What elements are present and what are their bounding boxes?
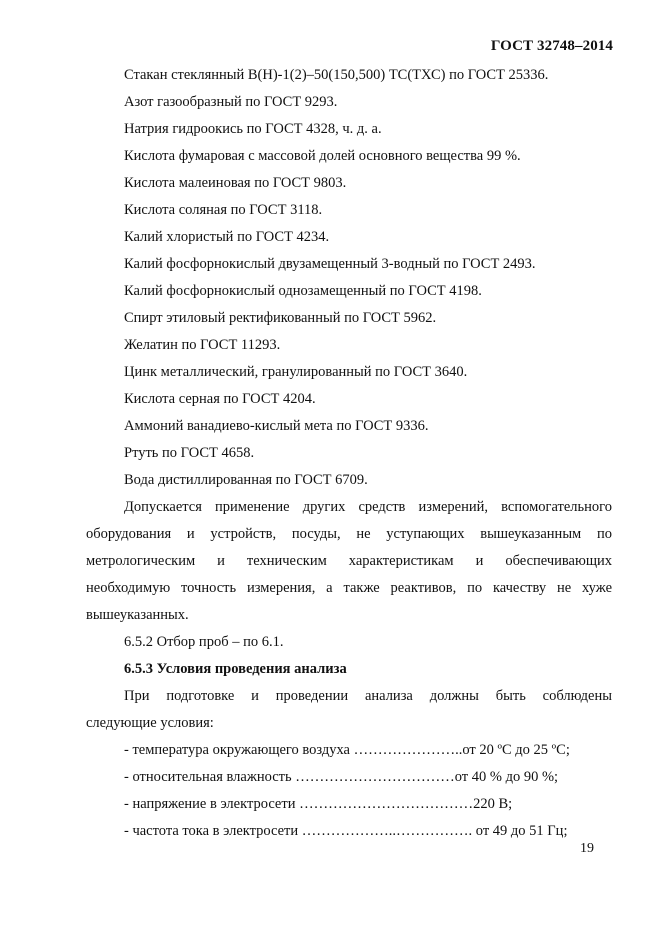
reagent-line: Кислота серная по ГОСТ 4204. <box>124 391 316 407</box>
condition-item: - температура окружающего воздуха …………………..от 20 ºС до 25 ºС; <box>124 742 570 758</box>
reagent-line: Стакан стеклянный В(Н)-1(2)–50(150,500) ТС(ТХС) по ГОСТ 25336. <box>124 67 549 83</box>
reagent-line: Кислота малеиновая по ГОСТ 9803. <box>124 175 347 191</box>
condition-item: - относительная влажность ……………………………от 40 % до 90 %; <box>124 769 559 785</box>
condition-item: - частота тока в электросети ………………..……………. от 49 до 51 Гц; <box>124 823 568 839</box>
reagent-line: Азот газообразный по ГОСТ 9293. <box>124 94 338 110</box>
reagent-line: Калий фосфорнокислый двузамещенный 3-водный по ГОСТ 2493. <box>124 256 536 272</box>
reagent-line: Аммоний ванадиево-кислый мета по ГОСТ 9336. <box>124 418 429 434</box>
reagent-line: Желатин по ГОСТ 11293. <box>124 337 281 353</box>
paragraph-line: оборудования и устройств, посуды, не уступающих вышеуказанным по <box>86 526 612 542</box>
paragraph-line: метрологическим и техническим характеристикам и обеспечивающих <box>86 553 612 569</box>
reagent-line: Цинк металлический, гранулированный по ГОСТ 3640. <box>124 364 468 380</box>
reagent-line: Калий фосфорнокислый однозамещенный по ГОСТ 4198. <box>124 283 482 299</box>
sampling-clause: 6.5.2 Отбор проб – по 6.1. <box>124 634 284 650</box>
standard-header: ГОСТ 32748–2014 <box>490 38 613 54</box>
reagent-line: Калий хлористый по ГОСТ 4234. <box>124 229 330 245</box>
reagent-line: Спирт этиловый ректификованный по ГОСТ 5962. <box>124 310 437 326</box>
reagent-line: Ртуть по ГОСТ 4658. <box>124 445 255 461</box>
paragraph-line: вышеуказанных. <box>86 607 189 623</box>
reagent-line: Кислота фумаровая с массовой долей основного вещества 99 %. <box>124 148 521 164</box>
paragraph-line: Допускается применение других средств измерений, вспомогательного <box>124 499 612 515</box>
condition-item: - напряжение в электросети ………………………………220 В; <box>124 796 513 812</box>
reagent-line: Кислота соляная по ГОСТ 3118. <box>124 202 323 218</box>
reagent-line: Натрия гидроокись по ГОСТ 4328, ч. д. а. <box>124 121 382 137</box>
page-number: 19 <box>580 841 594 856</box>
paragraph-line: При подготовке и проведении анализа должны быть соблюдены <box>124 688 612 704</box>
conditions-heading: 6.5.3 Условия проведения анализа <box>124 661 347 677</box>
paragraph-line: следующие условия: <box>86 715 214 731</box>
reagent-line: Вода дистиллированная по ГОСТ 6709. <box>124 472 368 488</box>
paragraph-line: необходимую точность измерения, а также реактивов, по качеству не хуже <box>86 580 612 596</box>
